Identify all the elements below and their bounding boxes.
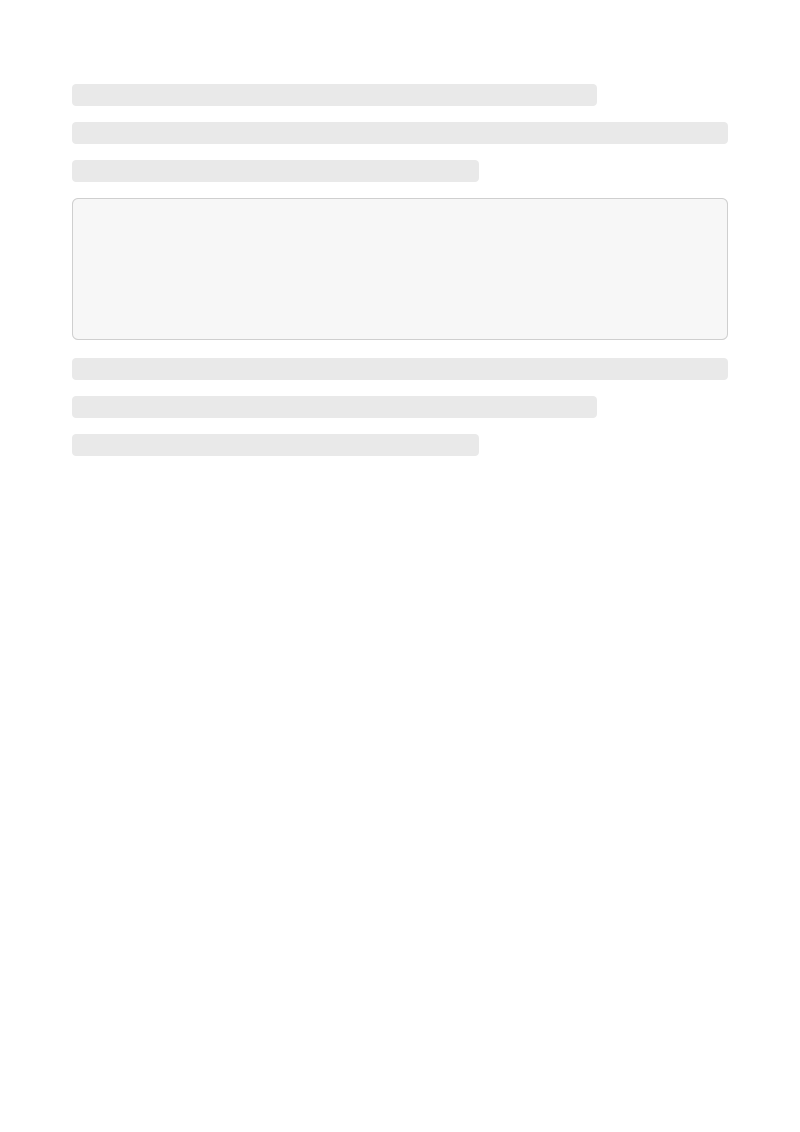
text-line xyxy=(72,434,479,456)
document xyxy=(72,84,728,472)
text-line xyxy=(72,160,479,182)
text-line xyxy=(72,358,728,380)
text-line xyxy=(72,84,597,106)
text-line xyxy=(72,396,597,418)
text-line xyxy=(72,122,728,144)
figure xyxy=(72,198,728,340)
